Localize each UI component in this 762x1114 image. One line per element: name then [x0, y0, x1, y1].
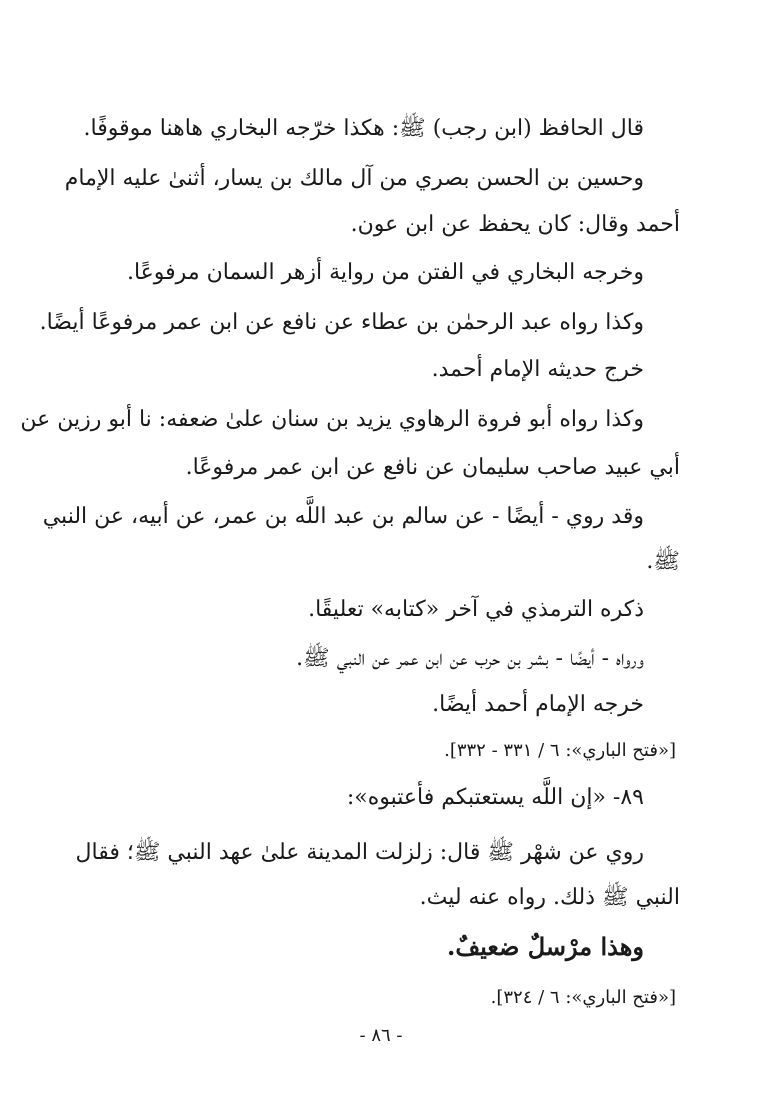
- text-line: أبي عبيد صاحب سليمان عن نافع عن ابن عمر مرفوعًا.: [185, 455, 680, 480]
- reference-citation: [«فتح الباري»: ٦ / ٣٣١ - ٣٣٢].: [444, 740, 676, 761]
- text-line: خرجه الإمام أحمد أيضًا.: [432, 692, 644, 717]
- text-line: ورواه - أيضًا - بشر بن حرب عن ابن عمر عن النبي ﷺ.: [296, 646, 644, 671]
- text-line: وقد روي - أيضًا - عن سالم بن عبد اللَّه بن عمر، عن أبيه، عن النبي: [42, 504, 644, 529]
- text-line: وكذا رواه عبد الرحمٰن بن عطاء عن نافع عن ابن عمر مرفوعًا أيضًا.: [39, 310, 644, 335]
- page-number: - ٨٦ -: [359, 1025, 403, 1046]
- hadith-heading: ٨٩- «إن اللَّه يستعتبكم فأعتبوه»:: [346, 785, 644, 810]
- text-line: ﷺ.: [646, 549, 680, 574]
- text-line: النبي ﷺ ذلك. رواه عنه ليث.: [419, 885, 680, 910]
- reference-citation: [«فتح الباري»: ٦ / ٣٢٤].: [490, 987, 676, 1008]
- text-line: وحسين بن الحسن بصري من آل مالك بن يسار، أثنىٰ عليه الإمام: [64, 166, 644, 191]
- text-line: خرج حديثه الإمام أحمد.: [431, 357, 644, 382]
- grading-line: وهذا مرْسلٌ ضعيفٌ.: [446, 932, 644, 961]
- text-line: قال الحافظ (ابن رجب) ﷺ: هكذا خرّجه البخاري هاهنا موقوفًا.: [83, 116, 644, 141]
- text-line: وكذا رواه أبو فروة الرهاوي يزيد بن سنان علىٰ ضعفه: نا أبو رزين عن: [20, 407, 644, 432]
- text-line: أحمد وقال: كان يحفظ عن ابن عون.: [350, 212, 680, 237]
- text-line: وخرجه البخاري في الفتن من رواية أزهر السمان مرفوعًا.: [126, 260, 644, 285]
- text-line: روي عن شهْر ﷺ قال: زلزلت المدينة علىٰ عهد النبي ﷺ؛ فقال: [75, 840, 644, 865]
- text-line: ذكره الترمذي في آخر «كتابه» تعليقًا.: [308, 597, 644, 622]
